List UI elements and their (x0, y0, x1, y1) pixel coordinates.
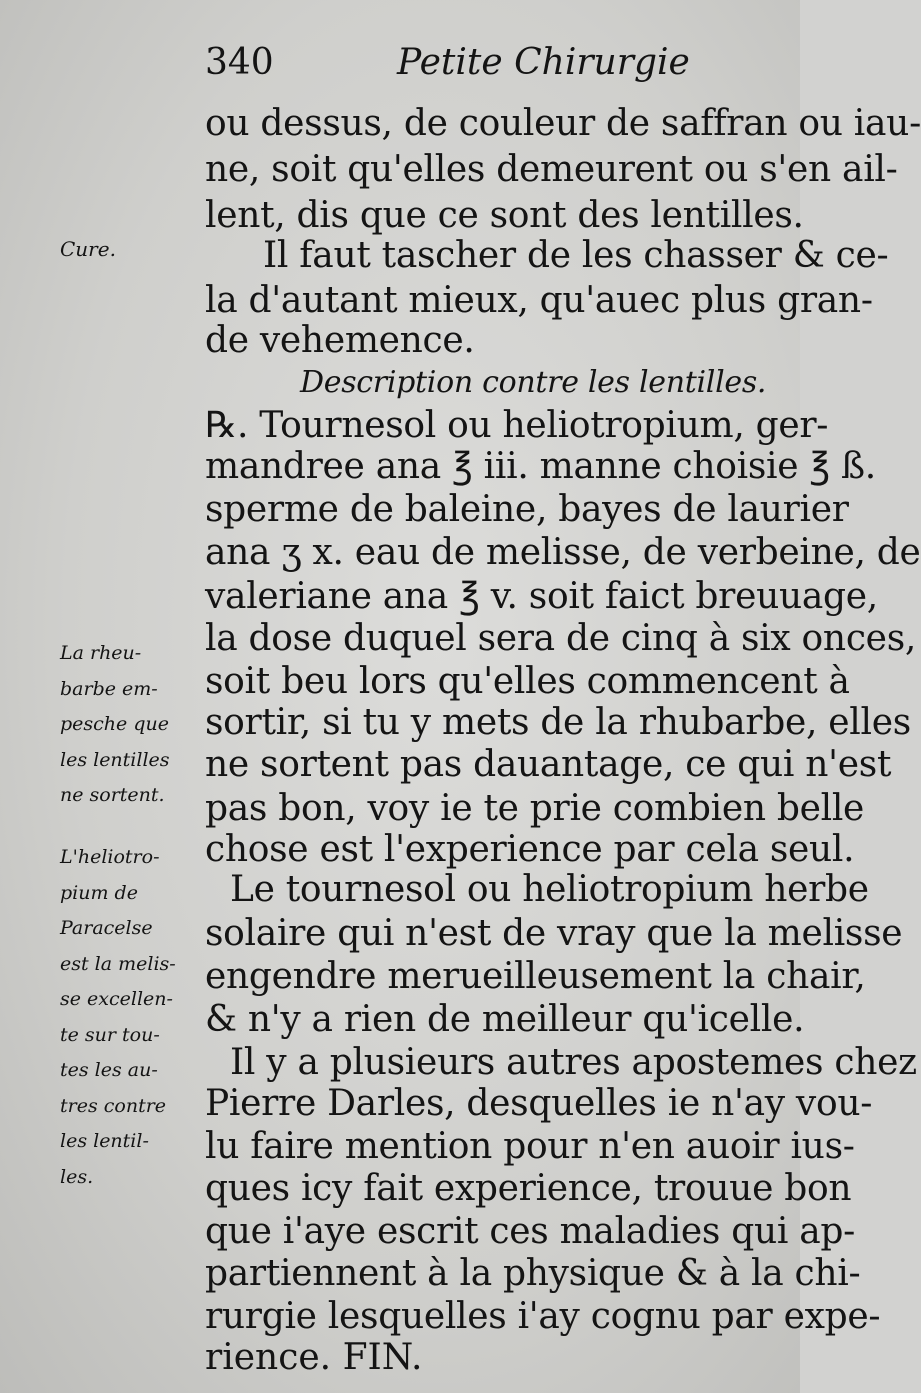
text-line: pas bon, voy ie te prie combien belle (205, 788, 865, 829)
text-line: que i'aye escrit ces maladies qui ap- (205, 1211, 856, 1252)
text-line: partiennent à la physique & à la chi- (205, 1253, 861, 1294)
margin-note-rhubarbe (60, 636, 210, 814)
page-number: 340 (205, 42, 274, 83)
text-line: & n'y a rien de meilleur qu'icelle. (205, 999, 805, 1040)
text-line: la dose duquel sera de cinq à six onces, (205, 618, 917, 659)
margin-note-line: Paracelse (60, 917, 153, 939)
text-line: chose est l'experience par cela seul. (205, 829, 855, 870)
text-line: sortir, si tu y mets de la rhubarbe, elles (205, 702, 911, 743)
text-line: Pierre Darles, desquelles ie n'ay vou- (205, 1083, 873, 1124)
margin-note-line: La rheu- (60, 642, 142, 664)
text-line: mandree ana ℥ iii. manne choisie ℥ ß. (205, 446, 876, 487)
margin-note-heliotropium (60, 840, 210, 1195)
text-line: la d'autant mieux, qu'auec plus gran- (205, 280, 873, 321)
margin-note-line: tres contre (60, 1094, 167, 1117)
margin-note-line: tes les au- (60, 1059, 158, 1081)
margin-note-line: les lentilles (60, 748, 170, 771)
margin-note-cure: Cure. (60, 237, 116, 261)
margin-note-line: te sur tou- (60, 1023, 160, 1046)
text-line: Il faut tascher de les chasser & ce- (263, 235, 889, 276)
margin-note-line: se excellen- (60, 988, 173, 1010)
text-line: valeriane ana ℥ v. soit faict breuuage, (205, 576, 878, 617)
margin-note-line: L'heliotro- (60, 846, 160, 868)
text-line: ne sortent pas dauantage, ce qui n'est (205, 744, 892, 785)
page-header (205, 42, 775, 92)
text-line: lu faire mention pour n'en auoir ius- (205, 1126, 855, 1167)
text-line: soit beu lors qu'elles commencent à (205, 661, 850, 702)
margin-note-line: les. (60, 1165, 94, 1188)
text-line: de vehemence. (205, 320, 475, 361)
section-subtitle: Description contre les lentilles. (300, 365, 767, 400)
text-line: engendre merueilleusement la chair, (205, 956, 866, 997)
text-line: ℞. Tournesol ou heliotropium, ger- (205, 405, 829, 446)
margin-note-line: pium de (60, 881, 138, 904)
text-line: sperme de baleine, bayes de laurier (205, 489, 849, 530)
margin-note-line: barbe em- (60, 677, 158, 700)
text-line: Il y a plusieurs autres apostemes chez (230, 1042, 917, 1083)
text-line: Le tournesol ou heliotropium herbe (230, 869, 869, 910)
running-title: Petite Chirurgie (397, 42, 690, 83)
text-line: solaire qui n'est de vray que la melisse (205, 913, 903, 954)
margin-note-line: pesche que (60, 713, 169, 735)
text-line: lent, dis que ce sont des lentilles. (205, 195, 804, 236)
margin-note-line: est la melis- (60, 952, 176, 975)
text-line: ne, soit qu'elles demeurent ou s'en ail- (205, 149, 898, 190)
text-line-fin: rience. FIN. (205, 1337, 423, 1378)
text-line: ou dessus, de couleur de saffran ou iau- (205, 103, 921, 144)
text-line: ana ʒ x. eau de melisse, de verbeine, de (205, 532, 921, 573)
text-line: ques icy fait experience, trouue bon (205, 1168, 852, 1209)
margin-note-line: ne sortent. (60, 784, 165, 806)
text-line: rurgie lesquelles i'ay cognu par expe- (205, 1296, 881, 1337)
margin-note-line: les lentil- (60, 1130, 149, 1152)
